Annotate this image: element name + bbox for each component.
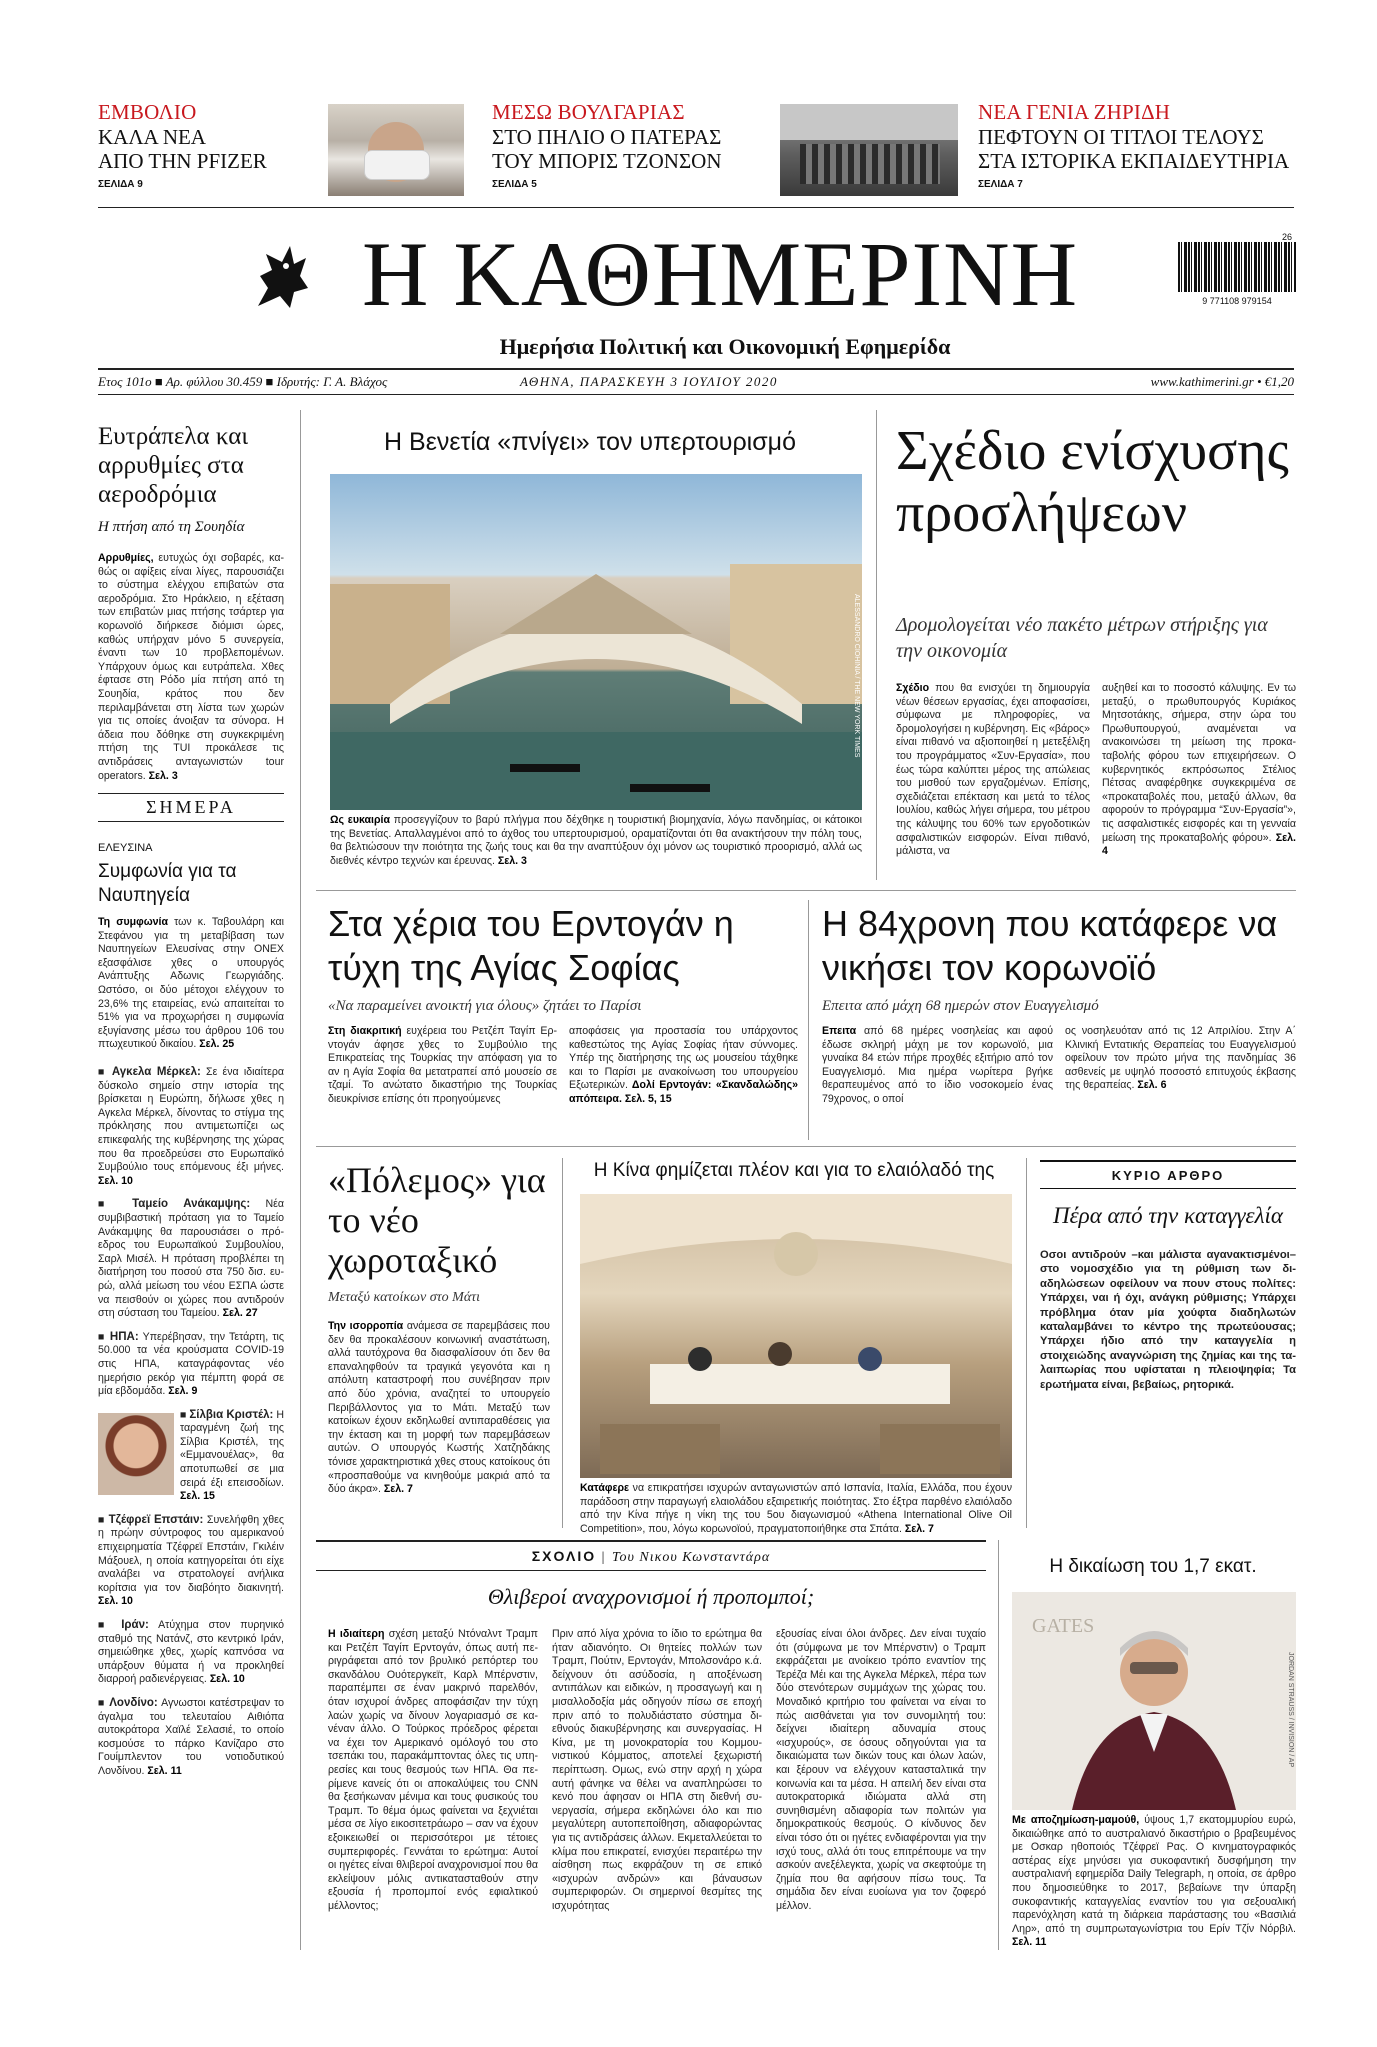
lead-body-text: ευτυχώς όχι σοβαρές, καθώς οι αφίξεις είναι λίγες, παρουσιάζει το σύστημα ελέγχου επιβατών στα αεροδρόμια. Στο Ηράκλειο, η εξέταση των επιβατών μιας πτήσης τσάρτερ για κορωνοϊό διήρκεσε διόμισι ώρες, καθώς υπήρχαν μόνο 5 συνεργεία, έναντι των 10 προβλεπομένων. Υπάρχουν όμως και ευτράπελα. Χθες έφτασε στη Ρόδο μία πτήση από τη Σουηδία, κράτος που δεν περιλαμβάνεται στη λίστα των χωρών για τις οποίες άνοιξαν τα σύνορα. Η άδεια που δόθηκε στη συγκεκριμένη πτήση της TUI προκάλεσε τις αντιδράσεις ανταγωνιστών tour operators.: [98, 552, 284, 782]
teaser-head-line2: ΤΟΥ ΜΠΟΡΙΣ ΤΖΟΝΣΟΝ: [492, 149, 722, 173]
elder-ref[interactable]: Σελ. 6: [1137, 1079, 1167, 1092]
divider: [300, 410, 301, 1950]
teaser-head-line1: ΣΤΟ ΠΗΛΙΟ Ο ΠΑΤΕΡΑΣ: [492, 125, 722, 149]
editorial-title[interactable]: Πέρα από την καταγγελία: [1052, 1203, 1283, 1228]
china-title[interactable]: Η Κίνα φημίζεται πλέον και για το ελαιόλαδό της: [593, 1160, 995, 1181]
lead-body-bold: Αρρυθμίες,: [98, 552, 154, 564]
editorial-label: ΚΥΡΙΟ ΑΡΘΡΟ: [1040, 1160, 1296, 1189]
brief-text: Αγνωστοι κατέστρεψαν το άγαλμα του τελευταίου Αιθιόπα αυτοκράτορα Χαϊλέ Σελασιέ, το οποίο κοσμούσε το πάρκο Κανίζαρο στο Γουίμπλεντον του νοτιοδυτικού Λονδίνου.: [98, 1696, 284, 1777]
editorial-body: Οσοι αντιδρούν –και μάλιστα αγανακτισμένοι– στο νομοσχέδιο για τη ρύθμιση των διαδηλώσεων οφείλουν να πουν στους πολίτες: Υπάρχει, ναι ή όχι, ανάγκη ρύθμισης; Υπάρχει πρόβλημα όταν μία χούφτα διαδηλωτών καταλαμβάνει το κέντρο της πρωτεύουσας; Υπάρχει ήδιο από την καταγγελία η στοιχειώδης αναγνώριση της ζημίας και της ταλαιπωρίας που υφίσταται η πλειοψηφία; Τα ερωτήματα είναι, βεβαίως, ρητορικά.: [1040, 1249, 1296, 1391]
jobs-ref[interactable]: Σελ. 4: [1102, 831, 1296, 858]
elder-col2-text: ος νοσηλευόταν από τις 12 Απριλίου. Στην Α΄ Κλινική Εντατικής Θεραπείας του Ευαγγελισμού οφείλουν τον πρώτο μήνα της πανδημίας 36 ασθενείς με υψηλό ποσοστό επιτυχούς έκβασης της θεραπείας.: [1065, 1025, 1296, 1092]
divider: [98, 207, 1294, 208]
venice-caption-text: προσεγγίζουν το βαρύ πλήγμα που δέχθηκε η τουριστική βιομηχανία, λόγω πανδημίας, οι κάτοικοι της Βενετίας. Απαλλαγμένοι από το άχθος του υπερτουρισμού, οραματίζονται ότι θα ανακτήσουν την πόλη τους, θα βελτιώσουν την ποιότητα της ζωής τους και θα την αναπτύξουν όχι μόνον ως τουριστικό προορισμό, αλλά ως διεθνές κέντρο τεχνών και έρευνας.: [330, 814, 862, 867]
eleusina-kicker: ΕΛΕΥΣΙΝΑ: [98, 842, 153, 855]
news-brief-item[interactable]: ■ Σίλβια Κριστέλ: Η ταραγμένη ζωή της Σίλβια Κριστέλ, της «Εμμανουέλας», θα αποτυπωθεί σε μια σειρά έξι επεισοδίων. Σελ. 15: [98, 1409, 284, 1504]
comment-col-3: εξουσίας είναι όλοι άνδρες. Δεν είναι τυχαίο ότι (σύμφωνα με τον Μπέρνστιν) ο Τραμπ εκφράζεται με ανοίκειο τρόπο εναντίον της Τερέζα Μέι και της Αγκελα Μέρκελ, πέρα των δύο στενότερων συμμάχων της χώρας του. Μοναδικό κριτήριο του φαίνεται να είναι το πώς αισθάνεται για τον συνομιλητή του: δείχνει ιδιαίτερη αδυναμία στους «ισχυρούς», σε όσους οδηγούνται για τα δικαιώματα των δικών τους και όλων λαών, και ξέρουν να ελέγχουν κατασταλτικά την κοινωνία και τα μέσα. Η απειλή δεν είναι στα αυτοκρατορικά ιδιώματα αλλά στη συνηθισμένη αδιαφορία των πολιτών για δημοκρατικούς θεσμούς. Ο κίνδυνος δεν είναι τόσο ότι οι ηγέτες ενδιαφέρονται για την ισχύ τους, αλλά ότι τους επιτρέπουμε να την ασκούν ανεξέλεγκτα, χωρίς να σκεφτούμε τη ζημία που θα αφήσουν πίσω τους. Τα σημάδια δεν είναι ευοίωνα για τον ζοφερό μέλλον.: [776, 1628, 986, 1912]
erdogan-subtitle: «Να παραμείνει ανοικτή για όλους» ζητάει το Παρίσι: [328, 998, 642, 1014]
rush-photo-credit: JORDAN STRAUSS / INVISION / AP: [1287, 1652, 1294, 1768]
elder-bold: Επειτα: [822, 1025, 857, 1037]
brief-ref: Σελ. 10: [209, 1673, 245, 1686]
comment-col-1: [328, 1628, 538, 1913]
teaser-head-line1: ΠΕΦΤΟΥΝ ΟΙ ΤΙΤΛΟΙ ΤΕΛΟΥΣ: [978, 125, 1264, 149]
elder-body: [822, 1025, 1296, 1107]
brief-text: Σε ένα ιδιαίτερα δύσκολο σημείο στην ιστορία της βρίσκεται η Ευρώπη, δήλωσε χθες η Αγκελα Μέρκελ, δίνοντας το στίγμα της πρόκλησης που αντιμετωπίζει ως επικεφαλής της κυβέρνησης της χώρας που θα προεδρεύσει στο Ευρωπαϊκό Συμβούλιο τους επόμενους έξι μήνες.: [98, 1066, 285, 1174]
teaser-page: ΣΕΛΙΔΑ 7: [978, 179, 1023, 190]
today-section-header: ΣΗΜΕΡΑ: [98, 793, 284, 822]
lead-ref[interactable]: Σελ. 3: [148, 769, 178, 782]
venice-caption-bold: Ως ευκαιρία: [330, 814, 391, 826]
erdogan-body: [328, 1025, 798, 1107]
comment-col-2: Πριν από λίγα χρόνια το ίδιο το ερώτημα θα ήταν αδιανόητο. Οι θητείες πολλών των Τραμπ, Πούτιν, Ερντογάν, Μπολσονάρο κ.ά. δείχνουν ότι ασύδοσία, η αποξένωση αντιπάλων και ειδικών, η προσαγωγή και η μισαλλοδοξία μάς οδηγούν πίσω σε εποχή πριν από το πολυδιάστατο σύστημα διεθνούς διακυβέρνησης και συνεργασίας. Η Κίνα, με τη μονοκρατορία του Κομμουνιστικού Κόμματος, αποτελεί ξεχωριστή περίπτωση. Ομως, ενώ στην αρχή η χώρα αυτή φάνηκε να θέλει να αναπληρώσει το κενό που άφησαν οι ΗΠΑ στη διεθνή συνεργασία, σήμερα εκδηλώνει όλο και πιο μεγαλύτερη αυτοπεποίθηση, αδιαφορώντας για τις αντιδράσεις άλλων. Εκμεταλλεύεται το κλίμα που επικρατεί, ενισχύει περαιτέρω την αίσθηση πως εκφράζουν τη σε επικό «ισχυρών ανδρών» και βάναυσων συμπεριφορών. Οι σημερινοί θεσμίτες της ισχυρότητας: [552, 1628, 762, 1912]
teaser-head-line2: ΣΤΑ ΙΣΤΟΡΙΚΑ ΕΚΠΑΙΔΕΥΤΗΡΙΑ: [978, 149, 1290, 173]
elder-col-1: [822, 1025, 1053, 1107]
left-column: [98, 422, 284, 1789]
rush-caption: [1012, 1814, 1296, 1950]
rush-photo: [1012, 1592, 1296, 1810]
kristel-photo: [98, 1413, 174, 1495]
brief-text: Νέα συμβιβαστική πρόταση για το Ταμείο Ανάκαμψης θα παρουσιάσει ο πρόεδρος του Ευρωπαϊκού Συμβουλίου, Σαρλ Μισέλ. Η πρόταση προβλέπει τη διατήρηση του ποσού στα 750 δισ. ευρώ, αλλά μείωση του νέου ΕΣΠΑ ώστε να πεισθούν οι χώρες που αντιδρούν στη σύσταση του Ταμείου.: [98, 1198, 284, 1320]
news-brief-list: [98, 1066, 284, 1779]
war-title[interactable]: «Πόλεμος» για το νέο χωροταξικό: [328, 1160, 546, 1280]
erdogan-col2-bold: Δολί Ερντογάν: «Σκανδαλώδης» απόπειρα.: [569, 1079, 798, 1105]
teaser-kicker: ΕΜΒΟΛΙΟ: [98, 100, 197, 124]
brief-ref: Σελ. 10: [98, 1595, 133, 1608]
venice-photo-credit: ALESSANDRO CIOHINIA / THE NEW YORK TIMES: [853, 594, 860, 758]
news-brief-item[interactable]: ■ Λονδίνο: Αγνωστοι κατέστρεψαν το άγαλμα του τελευταίου Αιθιόπα αυτοκράτορα Χαϊλέ Σελασιέ, το οποίο κοσμούσε το πάρκο Κανίζαρο στο Γουίμπλεντον του νοτιοδυτικού Λονδίνου. Σελ. 11: [98, 1696, 284, 1777]
eleusina-bold: Τη συμφωνία: [98, 916, 168, 929]
brief-ref: Σελ. 15: [180, 1490, 215, 1503]
teaser-page: ΣΕΛΙΔΑ 5: [492, 179, 537, 190]
issue-date: ΑΘΗΝΑ, ΠΑΡΑΣΚΕΥΗ 3 ΙΟΥΛΙΟΥ 2020: [520, 374, 778, 389]
brief-text: Ατύχημα στον πυρηνικό σταθμό της Νατάνζ, στο κεντρικό Ιράν, σημειώθηκε χθες, χωρίς καπνόσα να υπάρξουν θύματα ή να προκληθεί διαρροή ραδιενέργειας.: [98, 1619, 285, 1686]
brief-ref: Σελ. 10: [98, 1174, 133, 1187]
brief-text: Υπερέβησαν, την Τετάρτη, τις 50.000 τα νέα κρούσματα COVID-19 στις ΗΠΑ, καταγράφοντας νέο ημερήσιο ρεκόρ για πέμπτη φορά σε μία εβδομάδα.: [98, 1330, 284, 1398]
venice-photo: [330, 474, 862, 810]
teaser-photo-school-archive: [780, 104, 958, 196]
eleusina-body: [98, 916, 284, 1052]
war-body: [328, 1320, 550, 1497]
war-story: [328, 1160, 550, 1497]
lead-title[interactable]: Ευτράπελα και αρρυθμίες στα αεροδρόμια: [98, 423, 249, 508]
griffin-logo-icon: [246, 236, 316, 316]
brief-label: ΗΠΑ:: [109, 1330, 139, 1343]
comment-col1-text: σχέση μεταξύ Ντόναλντ Τραμπ και Ρετζέπ Ταγίπ Ερντογάν, όπως αυτή περιγράφεται από τον βρυλικό ρεπόρτερ του σκανδάλου Ουότεργκεϊτ, Καρλ Μπέρνστιν, παραπέμπει σε έναν μακρινό παρελθόν, όταν ισχυροί άνδρες αποφάσιζαν την τύχη λαών χωρίς να δίνουν λογαριασμό σε κανέναν άλλο. Ο Τούρκος πρόεδρος φέρεται να έχει τον Αμερικανό ομόλογό του στο τσεπάκι του, παρακάμπτοντας όλες τις υπηρεσίες και τους θεσμούς των ΗΠΑ. Θα περίμενε κανείς ότι οι αποκαλύψεις του CNN θα ξεσήκωναν μένιμα και τους φυσικούς του Τραμπ. Το θέμα όμως φαίνεται να ξεχνιέται μέσα σε λίγο εικοσιτετράωρο – σαν να έχουν εξοικειωθεί οι περισσότεροι με τέτοιες συμπεριφορές. Γεννάται το ερώτημα: Αυτοί οι ηγέτες είναι θλιβεροί αναχρονισμοί που θα εκλείψουν μόλις αντικατασταθούν στην εξουσία ή προπομποί ενός εφιαλτικού μέλλοντος;: [328, 1628, 538, 1912]
divider: [316, 1146, 1296, 1147]
comment-bold: Η ιδιαίτερη: [328, 1628, 385, 1640]
rush-ref[interactable]: Σελ. 11: [1012, 1936, 1047, 1949]
brief-text: Συνελήφθη χθες η πρώην σύντροφος του αμερικανού επιχειρηματία Τζέφρεϊ Επστάιν, Γκιλέιν Μάξουελ, η οποία κατηγορείται ότι είχε αναλάβει να στρατολογεί ανήλικα κορίτσια για τον διαβόητο διακινητή.: [98, 1513, 284, 1594]
erdogan-col-1: [328, 1025, 557, 1107]
divider: [562, 1158, 563, 1528]
news-brief-item[interactable]: ■ Τζέφρεϊ Επστάιν: Συνελήφθη χθες η πρώην σύντροφος του αμερικανού επιχειρηματία Τζέφρεϊ Επστάιν, Γκιλέιν Μάξουελ, η οποία κατηγορείται ότι είχε αναλάβει να στρατολογεί ανήλικα κορίτσια για τον διαβόητο διακινητή. Σελ. 10: [98, 1513, 284, 1608]
jobs-col1-text: που θα ενισχύει τη δημιουργία νέων θέσεων εργασίας, έχει αποφασίσει, σύμφωνα με πληροφορίες, να δρομολογήσει η κυβέρνηση. Εις «βάρος» είναι πιθανό να αξιοποιηθεί η μετεξέλιξη του προγράμματος «Συν-Εργασία», που έως τώρα καλύπτει μέρος της απώλειας του μισθού των εργαζομένων. Επίσης, σχεδιάζεται επέκταση και μετά το τέλος Ιουλίου, καθώς λήγει σήμερα, του μέτρου της κάλυψης του 60% των εργοδοτικών ασφαλιστικών εισφορών. Είναι πιθανό, μάλιστα, να: [896, 682, 1090, 858]
comment-label: ΣΧΟΛΙΟ: [531, 1548, 597, 1564]
jobs-col-1: [896, 682, 1090, 859]
war-bold: Την ισορροπία: [328, 1320, 404, 1332]
news-brief-item[interactable]: ■ Ταμείο Ανάκαμψης: Νέα συμβιβαστική πρόταση για το Ταμείο Ανάκαμψης θα παρουσιάσει ο πρόεδρος του Ευρωπαϊκού Συμβουλίου, Σαρλ Μισέλ. Η πρόταση προβλέπει τη διατήρηση του ποσού στα 750 δισ. ευρώ, αλλά μείωση του νέου ΕΣΠΑ ώστε να πεισθούν οι χώρες που αντιδρούν στη σύσταση του Ταμείου. Σελ. 27: [98, 1198, 284, 1320]
brief-label: Λονδίνο:: [109, 1696, 158, 1709]
china-caption: [580, 1482, 1012, 1536]
comment-title[interactable]: Θλιβεροί αναχρονισμοί ή προπομποί;: [487, 1584, 815, 1609]
erdogan-col-2: [569, 1025, 798, 1107]
divider: [98, 368, 1294, 370]
rush-bold: Με αποζημίωση-μαμούθ,: [1012, 1814, 1140, 1826]
china-bold: Κατάφερε: [580, 1482, 630, 1494]
war-text: ανάμεσα σε παρεμβάσεις που δεν θα προκαλέσουν κοινωνική αναστάτωση, αλλά ταυτόχρονα θα διασφαλίσουν ότι δεν θα επαναληφθούν τα τραγικά γεγονότα και η απόλυτη καταστροφή που συνέβησαν πριν από δύο χρόνια, αναζητεί το υπουργείο Περιβάλλοντος για το Μάτι. Μεταξύ των κατοίκων έχουν εκδηλωθεί αντιπαραθέσεις για την έκταση και τη μορφή των παρεμβάσεων αυτών. Ο υπουργός Κωστής Χατζηδάκης τόνισε χαρακτηριστικά χθες στους κατοίκους ότι «προσπαθούμε να κινηθούμε μακριά από τα δύο άκρα».: [328, 1320, 550, 1496]
teaser-zirides[interactable]: [978, 100, 1298, 190]
newspaper-subtitle: Ημερήσια Πολιτική και Οικονομική Εφημερίδα: [499, 334, 951, 359]
brief-label: Ιράν:: [121, 1619, 149, 1631]
barcode-issue: 26: [1281, 232, 1292, 242]
teaser-vaccine[interactable]: [98, 100, 298, 190]
erdogan-ref[interactable]: Σελ. 5, 15: [624, 1092, 672, 1105]
teaser-johnson[interactable]: [492, 100, 732, 190]
erdogan-col1-text: ευχέρεια του Ρετζέπ Ταγίπ Ερντογάν άφησε χθες το Συμβούλιο της Επικρατείας της Τουρκίας την απόφαση για το αν η Αγία Σοφία θα μετατραπεί από μουσείο σε τζαμί. Το ανώτατο δικαστήριο της Τουρκίας διευκρίνισε επίσης ότι προηγούμενες: [328, 1025, 557, 1105]
china-caption-text: να επικρατήσει ισχυρών ανταγωνιστών από Ισπανία, Ιταλία, Ελλάδα, που έχουν παράδοση στην παραγωγή ελαιολάδου εξαιρετικής ποιότητας. Στο έξτρα παρθένο ελαιόλαδο από την Κίνα πήγε η νίκη της του 5ου διαγωνισμού «Athena International Olive Oil Competition», που, λόγω κορωνοϊού, πραγματοποιήθηκε στα Σπάτα.: [580, 1482, 1012, 1535]
erdogan-story: [328, 902, 798, 1107]
newspaper-title: Η ΚΑΘΗΜΕΡΙΝΗ: [361, 223, 1079, 325]
barcode: [1178, 232, 1296, 310]
jobs-body: [896, 682, 1296, 859]
editorial: [1040, 1160, 1296, 1392]
elder-title[interactable]: Η 84χρονη που κατάφερε να νικήσει τον κορωνοϊό: [822, 903, 1278, 988]
venice-title[interactable]: Η Βενετία «πνίγει» τον υπερτουρισμό: [384, 428, 796, 456]
divider: [316, 1540, 986, 1542]
teaser-kicker: ΜΕΣΩ ΒΟΥΛΓΑΡΙΑΣ: [492, 100, 685, 124]
jobs-bold: Σχέδιο: [896, 682, 930, 694]
lead-subtitle: Η πτήση από τη Σουηδία: [98, 519, 245, 535]
jobs-title[interactable]: Σχέδιο ενίσχυσης προσλήψεων: [896, 420, 1289, 544]
venice-caption: [330, 814, 862, 868]
teaser-head-line2: ΑΠΟ ΤΗΝ PFIZER: [98, 149, 267, 173]
jobs-col-2: [1102, 682, 1296, 859]
news-brief-item[interactable]: ■ Αγκελα Μέρκελ: Σε ένα ιδιαίτερα δύσκολο σημείο στην ιστορία της βρίσκεται η Ευρώπη, δήλωσε χθες η Αγκελα Μέρκελ, δίνοντας το στίγμα της πρόκλησης που αντιμετωπίζει ως επικεφαλής της κυβέρνησης της χώρας που θα προεδρεύσει στο Ευρωπαϊκό Συμβούλιο τους επόμενους έξι μήνες. Σελ. 10: [98, 1066, 285, 1187]
war-subtitle: Μεταξύ κατοίκων στο Μάτι: [328, 1290, 481, 1305]
teaser-head-line1: ΚΑΛΑ ΝΕΑ: [98, 125, 206, 149]
war-ref[interactable]: Σελ. 7: [383, 1483, 413, 1496]
brief-ref: Σελ. 9: [168, 1385, 198, 1398]
eleusina-title[interactable]: Συμφωνία για τα Ναυπηγεία: [98, 861, 237, 907]
divider: [876, 410, 877, 880]
eleusina-ref[interactable]: Σελ. 25: [199, 1038, 235, 1051]
news-brief-item[interactable]: ■ Ιράν: Ατύχημα στον πυρηνικό σταθμό της Νατάνζ, στο κεντρικό Ιράν, σημειώθηκε χθες, χωρίς καπνόσα να υπάρξουν θύματα ή να προκληθεί διαρροή ραδιενέργειας. Σελ. 10: [98, 1619, 285, 1686]
brief-label: Τζέφρεϊ Επστάιν:: [108, 1513, 204, 1526]
website-price: www.kathimerini.gr • €1,20: [1150, 374, 1294, 389]
comment-author: Του Νικου Κωνσταντάρα: [611, 1550, 771, 1565]
photo-backdrop-text: GATES: [1032, 1615, 1095, 1637]
teaser-page: ΣΕΛΙΔΑ 9: [98, 179, 143, 190]
issue-info: Ετος 101ο ■ Αρ. φύλλου 30.459 ■ Ιδρυτής: Γ. Α. Βλάχος: [98, 374, 388, 389]
elder-col1-text: από 68 ημέρες νοσηλείας και αφού έδωσε σκληρή μάχη με τον κορωνοϊό, μια γυναίκα 84 ετών πήρε προχθές εξιτήριο από τον Ευαγγελισμό. Μια ημέρα νωρίτερα βγήκε θεραπευμένος από το ίδιο νοσοκομείο ένας 79χρονος, ο οποί: [822, 1025, 1053, 1105]
venice-ref[interactable]: Σελ. 3: [497, 854, 527, 867]
divider: [98, 394, 1294, 395]
barcode-number: 9 771108 979154: [1202, 296, 1272, 306]
china-photo: [580, 1194, 1012, 1478]
erdogan-title[interactable]: Στα χέρια του Ερντογάν η τύχη της Αγίας Σοφίας: [328, 903, 734, 988]
brief-ref: Σελ. 27: [222, 1307, 258, 1320]
news-brief-item[interactable]: ■ ΗΠΑ: Υπερέβησαν, την Τετάρτη, τις 50.000 τα νέα κρούσματα COVID-19 στις ΗΠΑ, καταγράφοντας νέο ημερήσιο ρεκόρ για πέμπτη φορά σε μία εβδομάδα. Σελ. 9: [98, 1330, 284, 1398]
brief-ref: Σελ. 11: [147, 1764, 182, 1777]
erdogan-bold: Στη διακριτική: [328, 1025, 402, 1037]
divider: [316, 1570, 986, 1571]
divider: [1026, 1158, 1027, 1528]
china-ref[interactable]: Σελ. 7: [904, 1522, 934, 1535]
brief-text: Η ταραγμένη ζωή της Σίλβια Κριστέλ, της «Εμμανουέλας», θα αποτυπωθεί σε μια σειρά έξι επεισοδίων.: [180, 1408, 284, 1489]
erdogan-col2-text: αποφάσεις για προστασία του υπάρχοντος καθεστώτος της Αγίας Σοφίας ήταν σύννομες. Υπέρ της διατήρησης της ως μουσείου τάχθηκε και το Παρίσι με ανακοίνωση του υπουργείου Εξωτερικών.: [569, 1025, 798, 1092]
teaser-kicker: ΝΕΑ ΓΕΝΙΑ ΖΗΡΙΔΗ: [978, 100, 1171, 124]
elder-story: [822, 902, 1296, 1107]
divider: [316, 890, 1296, 891]
brief-label: Σίλβια Κριστέλ:: [189, 1408, 274, 1421]
teaser-photo-masked-man: [328, 104, 464, 196]
divider: [998, 1540, 999, 1950]
rush-caption-text: ύψους 1,7 εκατομμυρίου ευρώ, δικαιώθηκε από το αυστραλιανό δικαστήριο ο βραβευμένος με Οσκαρ ηθοποιός Τζέφρεϊ Ρας. Ο κινηματογραφικός αστέρας είχε μηνύσει για συκοφαντική δυσφήμηση την αυστραλιανή εφημερίδα Daily Telegraph, η οποία, σε άρθρο που δημοσιεύθηκε το 2017, βεβαίωνε την ύπαρξη συκοφαντικής καταγγελίας εναντίον του για σεξουαλική παρενόχληση κατά τη διάρκεια παράστασης του «Βασιλιά Ληρ», από τη συμπρωταγωνίστρια του Ερίν Τζίν Νόρβιλ.: [1012, 1814, 1297, 1935]
brief-label: Ταμείο Ανάκαμψης:: [132, 1198, 251, 1211]
jobs-col2-text: αυξηθεί και το ποσοστό κάλυψης. Εν τω μεταξύ, ο πρωθυπουργός Κυριάκος Μητσοτάκης, σήμερα, στην ώρα του Πρωθυπουργού, αναμένεται να ανακοινώσει τη μείωση της προκαταβολής φόρου των επιχειρήσεων. Ο κυβερνητικός εκπρόσωπος Στέλιος Πέτσας αναφέρθηκε συγκεκριμένα σε «προκαταβολές που, μεταξύ άλλων, θα αφορούν το πρόγραμμα “Συν-Εργασία”», τις ασφαλιστικές εισφορές και τη γενναία μείωση της προκαταβολής φόρου».: [1102, 682, 1296, 844]
eleusina-text: των κ. Ταβουλάρη και Στεφάνου για τη μεταβίβαση των Ναυπηγείων Ελευσίνας στην ONEX εξασφάλισε χθες ο υπουργός Ανάπτυξης Αδωνις Γεωργιάδης. Ωστόσο, οι δύο μέτοχοι ελέγχουν το 23,6% της εταιρείας, ενώ απαιτείται το 51% για να προχωρήσει η συμφωνία εξυγίανσης μέσω του άρθρου 106 του πτωχευτικού δικαίου.: [98, 916, 284, 1051]
divider: [808, 900, 809, 1140]
elder-col-2: [1065, 1025, 1296, 1107]
jobs-subtitle: Δρομολογείται νέο πακέτο μέτρων στήριξης για την οικονομία: [896, 614, 1268, 662]
comment-body: [328, 1628, 986, 1913]
elder-subtitle: Επειτα από μάχη 68 ημερών στον Ευαγγελισμό: [822, 998, 1099, 1014]
brief-label: Αγκελα Μέρκελ:: [111, 1066, 201, 1079]
comment-header: ΣΧΟΛΙΟ | Του Νικου Κωνσταντάρα: [531, 1548, 771, 1565]
rush-title[interactable]: Η δικαίωση του 1,7 εκατ.: [1049, 1556, 1257, 1577]
lead-body: [98, 552, 284, 783]
